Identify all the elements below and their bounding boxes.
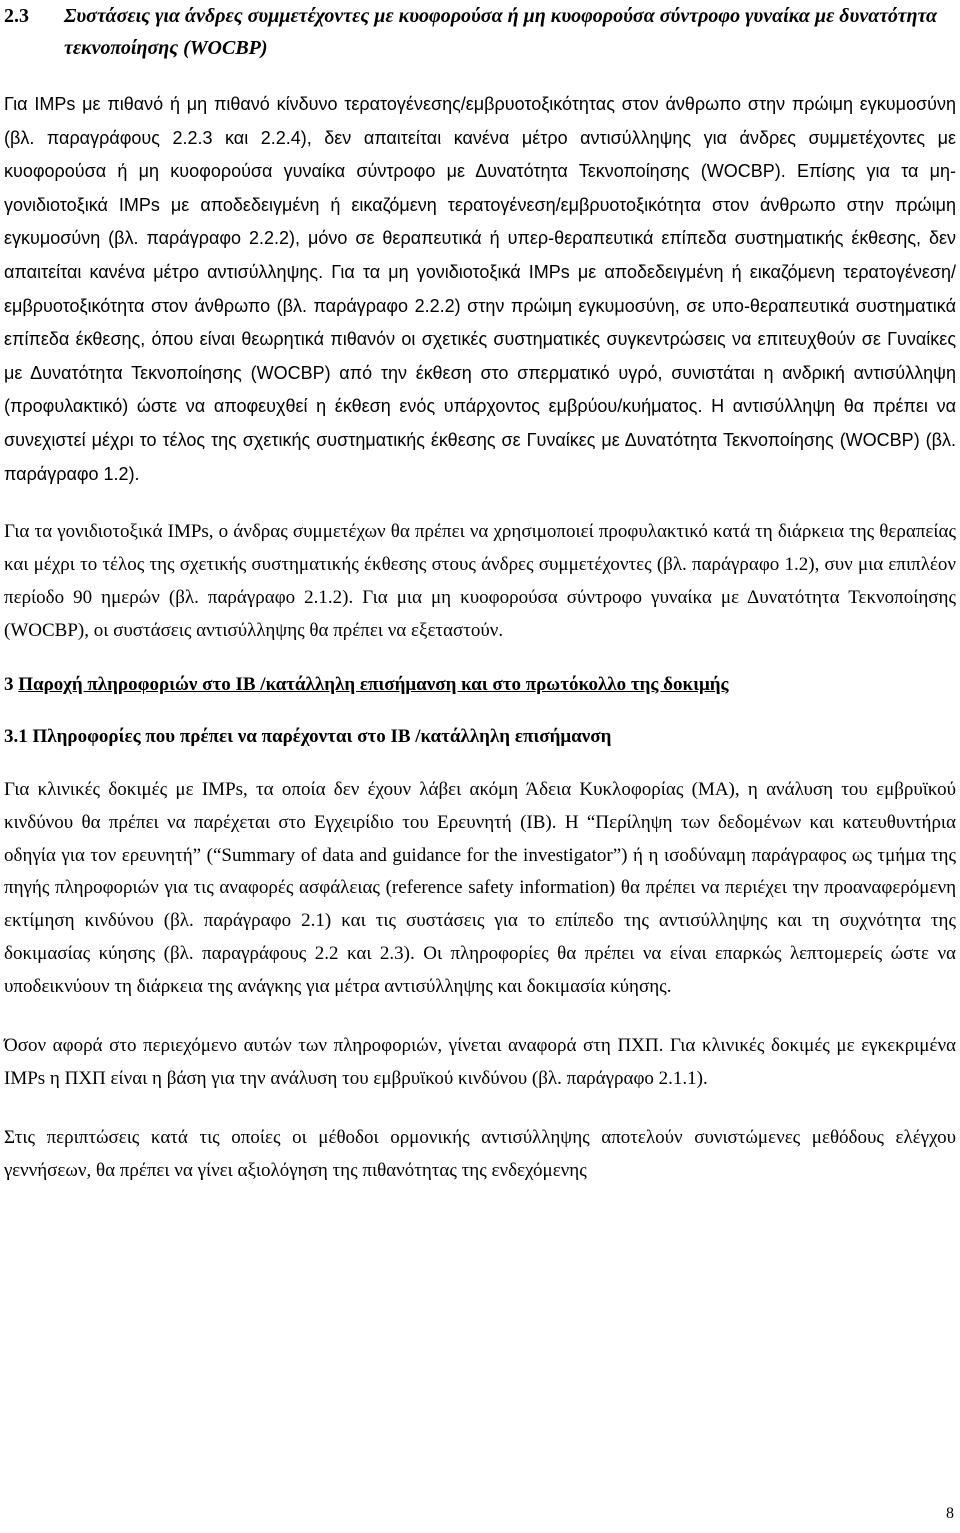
section-number: 3 [4, 673, 14, 695]
section-heading-3-1 [4, 722, 956, 752]
section-heading-3 [4, 670, 956, 700]
section-title: Πληροφορίες που πρέπει να παρέχονται στο IB /κατάλληλη επισήμανση [32, 725, 612, 747]
paragraph-wocbp-recommendations: Για IMPs με πιθανό ή μη πιθανό κίνδυνο τερατογένεσης/εμβρυοτοξικότητας στον άνθρωπο στην πρώιμη εγκυμοσύνη (βλ. παραγράφους 2.2.3 και 2.2.4), δεν απαιτείται κανένα μέτρο αντισύλληψης για άνδρες συμμετέχοντες με κυοφορούσα ή μη κυοφορούσα γυναίκα σύντροφο με Δυνατότητα Τεκνοποίησης (WOCBP). Επίσης για τα μη-γονιδιοτοξικά IMPs με αποδεδειγμένη ή εικαζόμενη τερατογένεση/εμβρυοτοξικότητα στον άνθρωπο στην πρώιμη εγκυμοσύνη (βλ. παράγραφο 2.2.2), μόνο σε θεραπευτικά ή υπερ-θεραπευτικά επίπεδα συστηματικής έκθεσης, δεν απαιτείται κανένα μέτρο αντισύλληψης. Για τα μη γονιδιοτοξικά IMPs με αποδεδειγμένη ή εικαζόμενη τερατογένεση/εμβρυοτοξικότητα στον άνθρωπο (βλ. παράγραφο 2.2.2) στην πρώιμη εγκυμοσύνη, σε υπο-θεραπευτικά συστηματικά επίπεδα έκθεσης, όπου είναι θεωρητικά πιθανόν οι σχετικές συστηματικές συγκεντρώσεις να επιτευχθούν σε Γυναίκες με Δυνατότητα Τεκνοποίησης (WOCBP) από την έκθεση στο σπερματικό υγρό, συνιστάται η ανδρική αντισύλληψη (προφυλακτικό) ώστε να αποφευχθεί η έκθεση ενός υπάρχοντος εμβρύου/κυήματος. Η αντισύλληψη θα πρέπει να συνεχιστεί μέχρι το τέλος της σχετικής συστηματικής έκθεσης σε Γυναίκες με Δυνατότητα Τεκνοποίησης (WOCBP) (βλ. παράγραφο 1.2). [4, 94, 956, 484]
paragraph-genotoxic-imps: Για τα γονιδιοτοξικά IMPs, ο άνδρας συμμετέχων θα πρέπει να χρησιμοποιεί προφυλακτικό κατά τη διάρκεια της θεραπείας και μέχρι το τέλος της σχετικής συστηματικής έκθεσης στους άνδρες συμμετέχοντες (βλ. παράγραφο 1.2), συν μια επιπλέον περίοδο 90 ημερών (βλ. παράγραφο 2.1.2). Για μια μη κυοφορούσα σύντροφο γυναίκα με Δυνατότητα Τεκνοποίησης (WOCBP), οι συστάσεις αντισύλληψης θα πρέπει να εξεταστούν. [4, 521, 956, 641]
section-title: Συστάσεις για άνδρες συμμετέχοντες με κυοφορούσα ή μη κυοφορούσα σύντροφο γυναίκα με δυνατότητα τεκνοποίησης (WOCBP) [64, 5, 938, 59]
section-heading-2-3 [4, 0, 956, 64]
page-number: 8 [946, 1505, 954, 1522]
document-page [4, 0, 956, 1188]
paragraph-investigator-brochure: Για κλινικές δοκιμές με IMPs, τα οποία δεν έχουν λάβει ακόμη Άδεια Κυκλοφορίας (MA), η ανάλυση του εμβρυϊκού κινδύνου θα πρέπει να παρέχεται στο Εγχειρίδιο του Ερευνητή (IB). Η “Περίληψη των δεδομένων και κατευθυντήρια οδηγία για τον ερευνητή” (“Summary of data and guidance for the investigator”) ή η ισοδύναμη παράγραφος ως τμήμα της πηγής πληροφοριών για τις αναφορές ασφάλειας (reference safety information) θα πρέπει να περιέχει την προαναφερόμενη εκτίμηση κινδύνου (βλ. παράγραφο 2.1) και τις συστάσεις για το επίπεδο της αντισύλληψης και τη συχνότητα της δοκιμασίας κύησης (βλ. παραγράφους 2.2 και 2.3). Οι πληροφορίες θα πρέπει να είναι επαρκώς λεπτομερείς ώστε να υποδεικνύουν τη διάρκεια της ανάγκης για μέτρα αντισύλληψης και δοκιμασία κύησης. [4, 778, 956, 998]
section-number: 3.1 [4, 725, 28, 747]
paragraph-smpc-reference: Όσον αφορά στο περιεχόμενο αυτών των πληροφοριών, γίνεται αναφορά στη ΠΧΠ. Για κλινικές δοκιμές με εγκεκριμένα IMPs η ΠΧΠ είναι η βάση για την ανάλυση του εμβρυϊκού κινδύνου (βλ. παράγραφο 2.1.1). [4, 1035, 956, 1089]
paragraph-hormonal-contraception: Στις περιπτώσεις κατά τις οποίες οι μέθοδοι ορμονικής αντισύλληψης αποτελούν συνιστώμενες μεθόδους ελέγχου γεννήσεων, θα πρέπει να γίνει αξιολόγηση της πιθανότητας της ενδεχόμενης [4, 1126, 956, 1181]
section-number: 2.3 [4, 5, 29, 27]
section-title: Παροχή πληροφοριών στο IB /κατάλληλη επισήμανση και στο πρωτόκολλο της δοκιμής [18, 673, 729, 695]
